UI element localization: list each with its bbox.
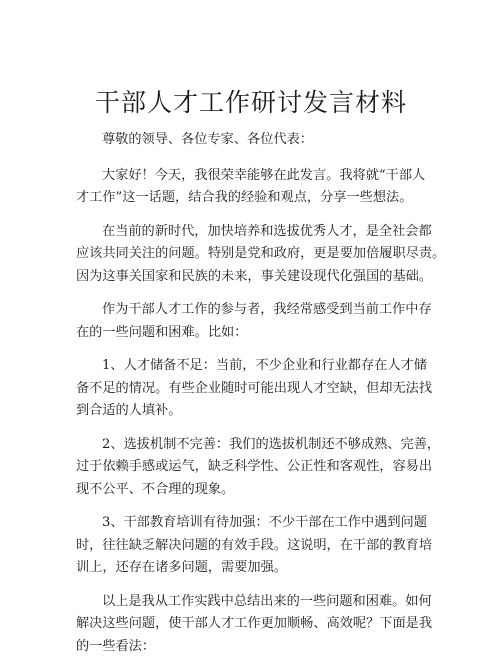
paragraph-line: 作为干部人才工作的参与者，我经常感受到当前工作中存 xyxy=(102,302,432,317)
paragraph-problem-3 xyxy=(76,512,433,580)
paragraph-line: 3、干部教育培训有待加强：不少干部在工作中遇到问题 xyxy=(102,515,427,530)
paragraph-problem-1 xyxy=(76,355,433,423)
paragraph-line: 到合适的人填补。 xyxy=(76,403,182,418)
paragraph-line: 过于依赖手感或运气，缺乏科学性、公正性和客观性，容易出 xyxy=(76,459,433,474)
paragraph-line: 2、选拔机制不完善：我们的选拔机制还不够成熟、完善， xyxy=(102,436,441,452)
paragraph-line: 现不公平、不合理的现象。 xyxy=(76,481,235,497)
paragraph-line: 在的一些问题和困难。比如： xyxy=(76,324,248,340)
salutation: 尊敬的领导、各位专家、各位代表： xyxy=(102,132,313,147)
paragraph-summary xyxy=(76,591,433,659)
paragraph-line: 因为这事关国家和民族的未来，事关建设现代化强国的基础。 xyxy=(76,268,433,284)
paragraph-line: 大家好！今天，我很荣幸能够在此发言。我将就“干部人 xyxy=(102,167,426,183)
paragraph-greeting xyxy=(76,165,428,210)
paragraph-new-era xyxy=(76,221,446,289)
paragraph-line: 在当前的新时代，加快培养和选拔优秀人才，是全社会都 xyxy=(102,223,432,239)
document-title: 干部人才工作研讨发言材料 xyxy=(94,88,407,117)
paragraph-line: 备不足的情况。有些企业随时可能出现人才空缺，但却无法找 xyxy=(76,380,433,396)
paragraph-line: 应该共同关注的问题。特别是党和政府，更是要加倍履职尽责。 xyxy=(76,246,446,261)
paragraph-line: 训上，还存在诸多问题，需要加强。 xyxy=(76,560,287,575)
paragraph-line: 以上是我从工作实践中总结出来的一些问题和困难。如何 xyxy=(102,593,432,609)
paragraph-line: 的一些看法： xyxy=(76,638,156,654)
paragraph-problem-2 xyxy=(76,434,441,502)
paragraph-line: 才工作”这一话题，结合我的经验和观点，分享一些想法。 xyxy=(76,190,413,205)
paragraph-line: 解决这些问题，使干部人才工作更加顺畅、高效呢？下面是我 xyxy=(76,616,433,631)
paragraph-problems-intro xyxy=(76,299,432,344)
paragraph-line: 时，往往缺乏解决问题的有效手段。这说明，在干部的教育培 xyxy=(76,537,433,553)
document-body xyxy=(76,129,446,669)
paragraph-line: 1、人才储备不足：当前，不少企业和行业都存在人才储 xyxy=(102,358,427,373)
